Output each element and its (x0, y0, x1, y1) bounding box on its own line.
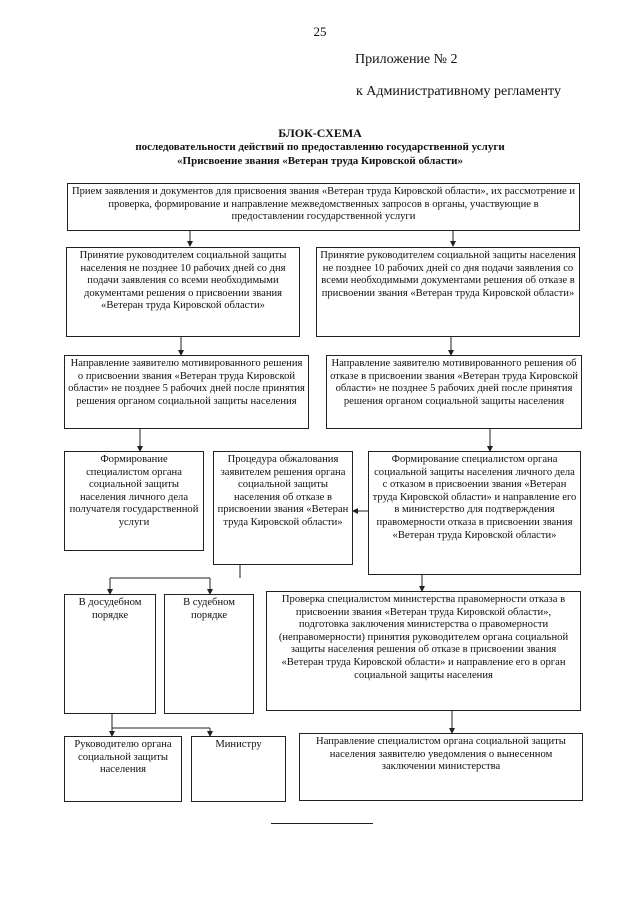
page-number: 25 (313, 24, 327, 39)
pretrial-box: В досудебном порядке (64, 594, 156, 714)
flowchart-title: БЛОК-СХЕМА (278, 126, 362, 140)
receipt-box: Прием заявления и документов для присвоения звания «Ветеран труда Кировской области», их рассмотрение и проверка, формирование и направление межведомственных запросов в органы, участвующие в предоставлении государственной услуги (67, 183, 580, 231)
personal-file-box: Формирование специалистом органа социальной защиты населения личного дела получателя государственной услуги (64, 451, 204, 551)
ministry-check-box: Проверка специалистом министерства правомерности отказа в присвоении звания «Ветеран труда Кировской области», подготовка заключения министерства о правомерности (неправомерности) принятия руководителем органа социальной защиты населения решения об отказе в присвоении звания «Ветеран труда Кировской области» и направление его в орган социальной защиты населения (266, 591, 581, 711)
flowchart-subtitle: последовательности действий по предоставлению государственной услуги (135, 141, 505, 153)
judicial-box: В судебном порядке (164, 594, 254, 714)
service-name: «Присвоение звания «Ветеран труда Кировской области» (177, 155, 463, 167)
end-rule (271, 823, 373, 824)
notify-conclusion-box: Направление специалистом органа социальной защиты населения заявителю уведомления о вынесенном заключении министерства (299, 733, 583, 801)
decision-assign-box: Принятие руководителем социальной защиты населения не позднее 10 рабочих дней со дня подачи заявления со всеми необходимыми документами решения о присвоении звания «Ветеран труда Кировской области» (66, 247, 300, 337)
regulation-reference: к Административному регламенту (356, 84, 561, 99)
notify-refuse-box: Направление заявителю мотивированного решения об отказе в присвоении звания «Ветеран труда Кировской области» не позднее 5 рабочих дней после принятия решения органом социальной защиты населения (326, 355, 582, 429)
refusal-file-box: Формирование специалистом органа социальной защиты населения личного дела с отказом в присвоении звания «Ветеран труда Кировской области» и направление его в министерство для подтверждения правомерности отказа в присвоении звания «Ветеран труда Кировской области» (368, 451, 581, 575)
annex-label: Приложение № 2 (355, 52, 458, 67)
to-head-box: Руководителю органа социальной защиты населения (64, 736, 182, 802)
notify-assign-box: Направление заявителю мотивированного решения о присвоении звания «Ветеран труда Кировской области» не позднее 5 рабочих дней после принятия решения органом социальной защиты населения (64, 355, 309, 429)
decision-refuse-box: Принятие руководителем социальной защиты населения не позднее 10 рабочих дней со дня подачи заявления со всеми необходимыми документами решения об отказе в присвоении звания «Ветеран труда Кировской области» (316, 247, 580, 337)
to-minister-box: Министру (191, 736, 286, 802)
appeal-box: Процедура обжалования заявителем решения органа социальной защиты населения об отказе в присвоении звания «Ветеран труда Кировской области» (213, 451, 353, 565)
